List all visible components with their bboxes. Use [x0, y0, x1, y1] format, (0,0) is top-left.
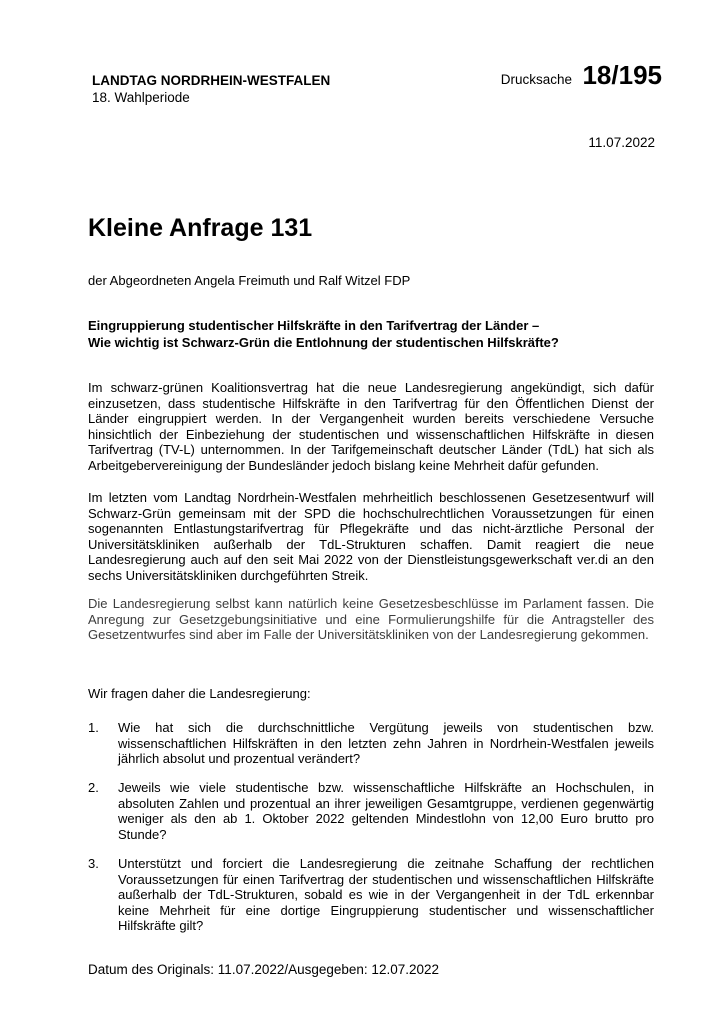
document-date: 11.07.2022: [588, 135, 655, 150]
document-number: 18/195: [582, 60, 662, 90]
footer-dates: Datum des Originals: 11.07.2022/Ausgegeben: 12.07.2022: [88, 962, 439, 977]
subject-heading: [88, 317, 648, 351]
question-number: 3.: [88, 856, 99, 871]
paragraph-1: Im schwarz-grünen Koalitionsvertrag hat die neue Landesregierung angekündigt, sich dafür einzusetzen, dass studentische Hilfskräfte in den Tarifvertrag für den Öffentlichen Dienst der Länder eingruppiert werden. In der Vergangenheit wurden bereits verschiedene Versuche hinsichtlich der Einbeziehung der studentischen und wissenschaftlichen Hilfskräfte in diesen Tarifvertrag (TV-L) unternommen. In der Tarifgemeinschaft deutscher Länder (TdL) hat sich als Arbeitgebervereinigung der Bundesländer jedoch bislang keine Mehrheit dafür gefunden.: [88, 380, 654, 473]
page-title: Kleine Anfrage 131: [88, 214, 313, 242]
header-left: [92, 72, 330, 106]
question-text: Jeweils wie viele studentische bzw. wissenschaftliche Hilfskräfte an Hochschulen, in absoluten Zahlen und prozentual an ihrer jeweiligen Gesamtgruppe, verdienen gegenwärtig weniger als den ab 1. Oktober 2022 geltenden Mindestlohn von 12,00 Euro brutto pro Stunde?: [118, 780, 654, 842]
ask-intro: Wir fragen daher die Landesregierung:: [88, 686, 311, 701]
question-item: [88, 780, 654, 842]
question-text: Wie hat sich die durchschnittliche Vergütung jeweils von studentischen bzw. wissenschaftlichen Hilfskräften in den letzten zehn Jahren in Nordrhein-Westfalen jeweils jährlich absolut und prozentual verändert?: [118, 720, 654, 766]
question-text: Unterstützt und forciert die Landesregierung die zeitnahe Schaffung der rechtlichen Voraussetzungen für einen Tarifvertrag der studentischen und wissenschaftlichen Hilfskräfte außerhalb der TdL-Strukturen, sobald es wie in der Vergangenheit in der TdL erkennbar keine Mehrheit für eine dortige Eingruppierung studentischer und wissenschaftlicher Hilfskräfte gilt?: [118, 856, 654, 933]
question-item: [88, 856, 654, 934]
document-number-block: [501, 60, 662, 91]
document-label: Drucksache: [500, 72, 573, 87]
parliament-name: LANDTAG NORDRHEIN-WESTFALEN: [92, 73, 331, 88]
paragraph-3: Die Landesregierung selbst kann natürlich keine Gesetzesbeschlüsse im Parlament fassen. Die Anregung zur Gesetzgebungsinitiative und eine Formulierungshilfe für die Antragsteller des Gesetzentwurfes sind aber im Falle der Universitätskliniken von der Landesregierung gekommen.: [88, 596, 654, 642]
askers-line: der Abgeordneten Angela Freimuth und Ralf Witzel FDP: [88, 273, 411, 288]
subject-line-2: Wie wichtig ist Schwarz-Grün die Entlohnung der studentischen Hilfskräfte?: [88, 335, 559, 350]
question-item: [88, 720, 654, 767]
paragraph-2: Im letzten vom Landtag Nordrhein-Westfalen mehrheitlich beschlossenen Gesetzesentwurf will Schwarz-Grün gemeinsam mit der SPD die hochschulrechtlichen Voraussetzungen für einen sogenannten Entlastungstarifvertrag für Pflegekräfte und das nicht-ärztliche Personal der Universitätskliniken außerhalb der TdL-Strukturen schaffen. Damit reagiert die neue Landesregierung auch auf den seit Mai 2022 von der Dienstleistungsgewerkschaft ver.di an den sechs Universitätskliniken durchgeführten Streik.: [88, 490, 654, 583]
legislative-period: 18. Wahlperiode: [92, 90, 190, 105]
subject-line-1: Eingruppierung studentischer Hilfskräfte in den Tarifvertrag der Länder –: [88, 318, 540, 333]
question-number: 1.: [88, 720, 99, 735]
question-number: 2.: [88, 780, 99, 795]
